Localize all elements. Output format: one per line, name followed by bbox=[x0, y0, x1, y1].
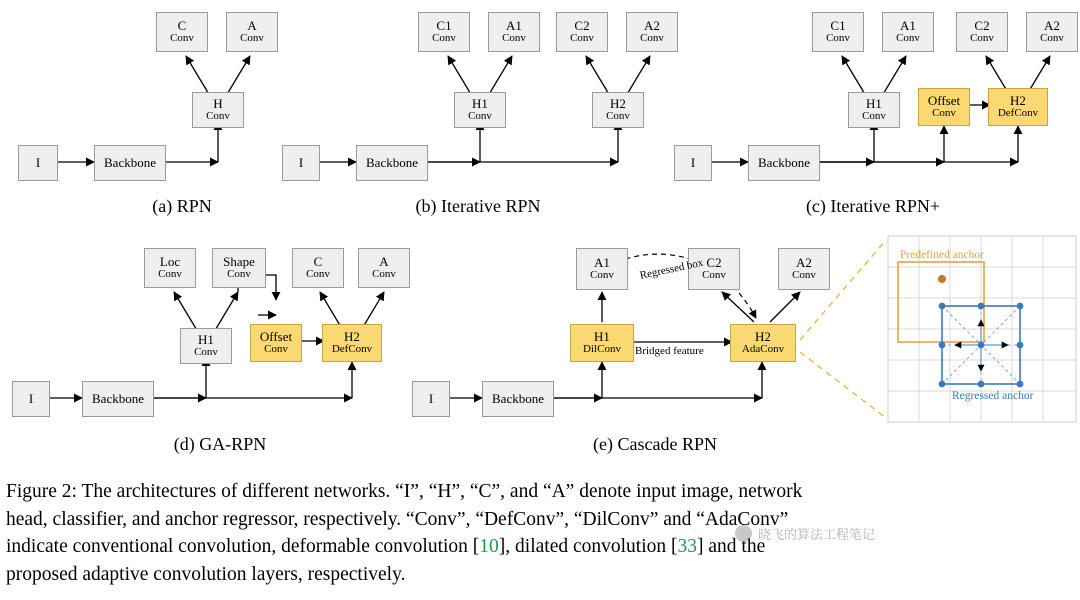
node-d-backbone: Backbone bbox=[82, 381, 154, 417]
node-e-input: I bbox=[412, 381, 450, 417]
node-d-loc: Loc Conv bbox=[144, 248, 196, 288]
caption-line-3-text: indicate conventional convolution, deformable convolution [10], dilated convolution [33] and the bbox=[6, 536, 766, 558]
node-c-offset: Offset Conv bbox=[918, 88, 970, 126]
node-b-c1: C1 Conv bbox=[418, 12, 470, 52]
node-c-h2: H2 DefConv bbox=[988, 88, 1048, 126]
node-c-a2: A2 Conv bbox=[1026, 12, 1078, 52]
node-e-c2: C2 Conv bbox=[688, 248, 740, 290]
node-b-backbone: Backbone bbox=[356, 145, 428, 181]
node-c-input: I bbox=[674, 145, 712, 181]
predefined-anchor-label: Predefined anchor bbox=[900, 249, 984, 261]
node-a-classifier: C Conv bbox=[156, 12, 208, 52]
node-d-offset: Offset Conv bbox=[250, 324, 302, 362]
node-b-h1: H1 Conv bbox=[454, 92, 506, 128]
node-c-h1: H1 Conv bbox=[848, 92, 900, 128]
watermark-avatar-icon bbox=[735, 525, 752, 542]
node-d-input: I bbox=[12, 381, 50, 417]
edge-label-regressed-box: Regressed box bbox=[638, 256, 705, 282]
node-e-h2: H2 AdaConv bbox=[730, 324, 796, 362]
node-a-input: I bbox=[18, 145, 58, 181]
node-c-backbone: Backbone bbox=[748, 145, 820, 181]
node-b-c2: C2 Conv bbox=[556, 12, 608, 52]
node-b-a2: A2 Conv bbox=[626, 12, 678, 52]
subcaption-a: (a) RPN bbox=[152, 196, 212, 216]
node-d-classifier: C Conv bbox=[292, 248, 344, 288]
subcaption-b: (b) Iterative RPN bbox=[415, 196, 541, 216]
node-e-backbone: Backbone bbox=[482, 381, 554, 417]
edge-label-bridged-feature: Bridged feature bbox=[635, 345, 704, 357]
node-b-a1: A1 Conv bbox=[488, 12, 540, 52]
subcaption-e: (e) Cascade RPN bbox=[593, 434, 717, 454]
subcaption-c: (c) Iterative RPN+ bbox=[805, 196, 941, 216]
node-d-shape: Shape Conv bbox=[212, 248, 266, 288]
caption-line-3 bbox=[6, 533, 1076, 561]
subcaption-d: (d) GA-RPN bbox=[173, 434, 267, 454]
node-d-anchor: A Conv bbox=[358, 248, 410, 288]
caption-line-2: head, classifier, and anchor regressor, respectively. “Conv”, “DefConv”, “DilConv” and “AdaConv” bbox=[6, 508, 789, 530]
node-e-a2: A2 Conv bbox=[778, 248, 830, 290]
watermark bbox=[735, 524, 875, 543]
caption-line-1: Figure 2: The architectures of different networks. “I”, “H”, “C”, and “A” denote input image, network bbox=[6, 481, 803, 502]
node-c-c1: C1 Conv bbox=[812, 12, 864, 52]
watermark-text: 晓飞的算法工程笔记 bbox=[758, 527, 876, 542]
node-b-input: I bbox=[282, 145, 320, 181]
node-d-h2: H2 DefConv bbox=[322, 324, 382, 362]
node-e-a1: A1 Conv bbox=[576, 248, 628, 290]
node-a-backbone: Backbone bbox=[94, 145, 166, 181]
figure-caption bbox=[6, 478, 1076, 589]
node-c-a1: A1 Conv bbox=[882, 12, 934, 52]
caption-line-4: proposed adaptive convolution layers, respectively. bbox=[6, 564, 406, 586]
node-b-h2: H2 Conv bbox=[592, 92, 644, 128]
node-c-c2: C2 Conv bbox=[956, 12, 1008, 52]
node-e-h1: H1 DilConv bbox=[570, 324, 634, 362]
regressed-anchor-label: Regressed anchor bbox=[952, 390, 1034, 402]
node-a-anchor: A Conv bbox=[226, 12, 278, 52]
node-d-h1: H1 Conv bbox=[180, 328, 232, 364]
node-a-h: H Conv bbox=[192, 92, 244, 128]
